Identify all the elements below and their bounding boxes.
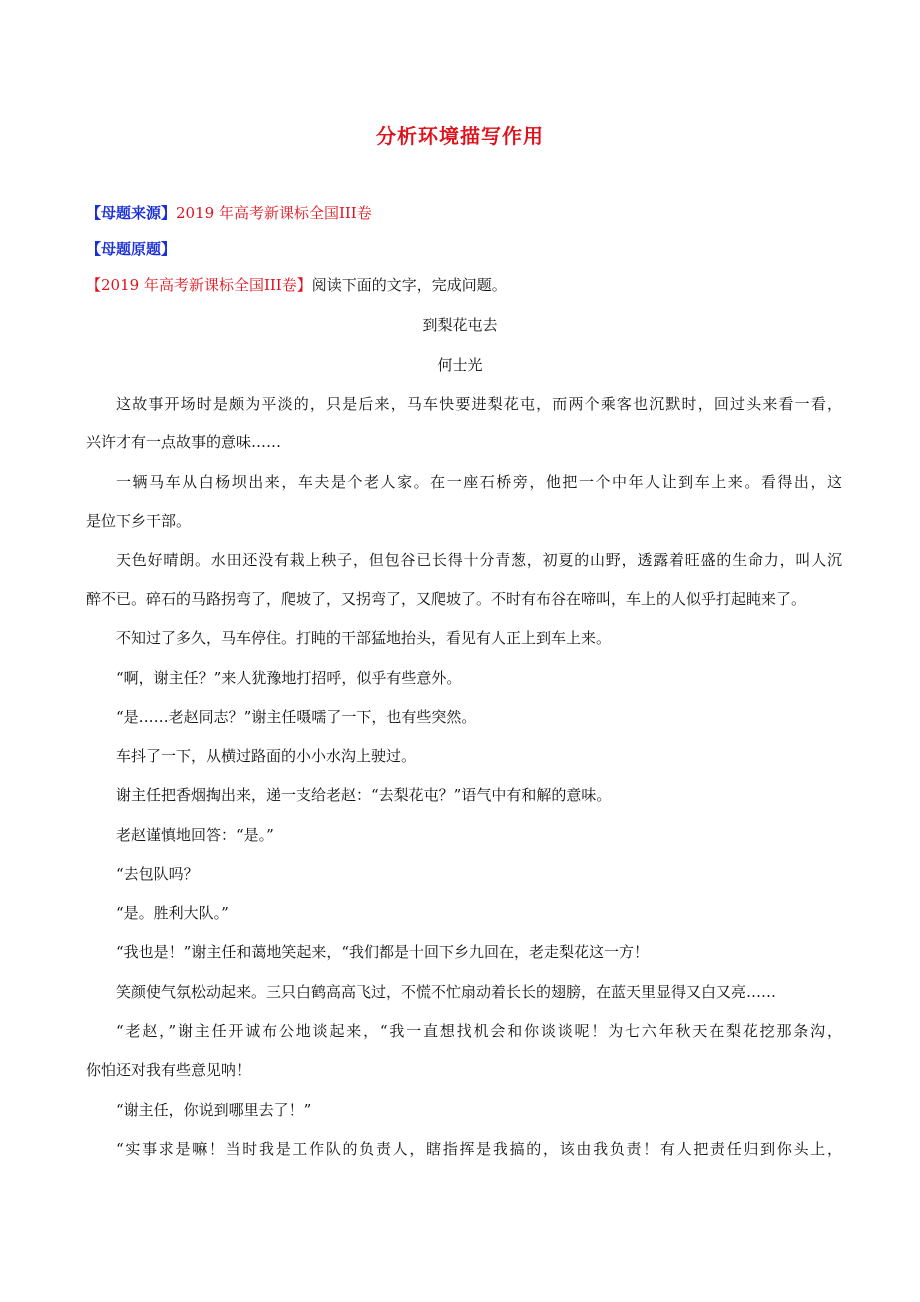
original-label: 【母题原题】	[86, 240, 177, 258]
source-line	[86, 202, 842, 224]
paragraph-line: 车抖了一下，从横过路面的小小水沟上驶过。	[116, 747, 417, 765]
paragraph-line: “去包队吗？	[116, 865, 199, 883]
story-title: 到梨花屯去	[422, 316, 498, 334]
paragraph-line: “是……老赵同志？”谢主任嗫嚅了一下，也有些突然。	[116, 708, 477, 726]
paragraph-line: 这故事开场时是颇为平淡的，只是后来，马车快要进梨花屯，而两个乘客也沉默时，回过头来看一看，	[116, 395, 842, 413]
paragraph-line: “实事求是嘛！当时我是工作队的负责人，瞎指挥是我搞的，该由我负责！有人把责任归到你头上，	[116, 1140, 842, 1158]
paragraph-line: “是。胜利大队。”	[116, 904, 229, 922]
intro-tag: 【2019 年高考新课标全国III卷】	[86, 276, 312, 294]
paragraph-line: 老赵谨慎地回答：“是。”	[116, 826, 274, 844]
intro-line	[86, 274, 842, 296]
paragraph-line: 兴许才有一点故事的意味……	[86, 433, 282, 451]
story-author: 何士光	[437, 356, 483, 374]
paragraph-line: “谢主任，你说到哪里去了！”	[116, 1101, 312, 1119]
original-line	[86, 238, 842, 260]
source-text: 2019 年高考新课标全国III卷	[176, 204, 372, 222]
intro-text: 阅读下面的文字，完成问题。	[311, 276, 507, 294]
paragraph-line: 是位下乡干部。	[86, 512, 192, 530]
paragraph-line: “我也是！”谢主任和蔼地笑起来，“我们都是十回下乡九回在，老走梨花这一方！	[116, 943, 650, 961]
paragraph-line: 谢主任把香烟掏出来，递一支给老赵：“去梨花屯？”语气中有和解的意味。	[116, 786, 612, 804]
paragraph-line: 天色好晴朗。水田还没有栽上秧子，但包谷已长得十分青葱，初夏的山野，透露着旺盛的生命力，叫人沉	[116, 551, 842, 569]
paragraph-line: “老赵，”谢主任开诚布公地谈起来，“我一直想找机会和你谈谈呢！为七六年秋天在梨花挖那条沟，	[116, 1022, 842, 1040]
page-title: 分析环境描写作用	[376, 124, 544, 148]
paragraph-line: 不知过了多久，马车停住。打盹的干部猛地抬头，看见有人正上到车上来。	[116, 629, 612, 647]
paragraph-line: 一辆马车从白杨坝出来，车夫是个老人家。在一座石桥旁，他把一个中年人让到车上来。看得出，这	[116, 473, 842, 491]
paragraph-line: “啊，谢主任？”来人犹豫地打招呼，似乎有些意外。	[116, 669, 462, 687]
paragraph-line: 笑颜使气氛松动起来。三只白鹤高高飞过，不慌不忙扇动着长长的翅膀，在蓝天里显得又白又亮……	[116, 983, 777, 1001]
paragraph-line: 你怕还对我有些意见呐！	[86, 1061, 252, 1079]
source-label: 【母题来源】	[86, 204, 177, 222]
paragraph-line: 醉不已。碎石的马路拐弯了，爬坡了，又拐弯了，又爬坡了。不时有布谷在啼叫，车上的人似乎打起盹来了。	[86, 590, 807, 608]
